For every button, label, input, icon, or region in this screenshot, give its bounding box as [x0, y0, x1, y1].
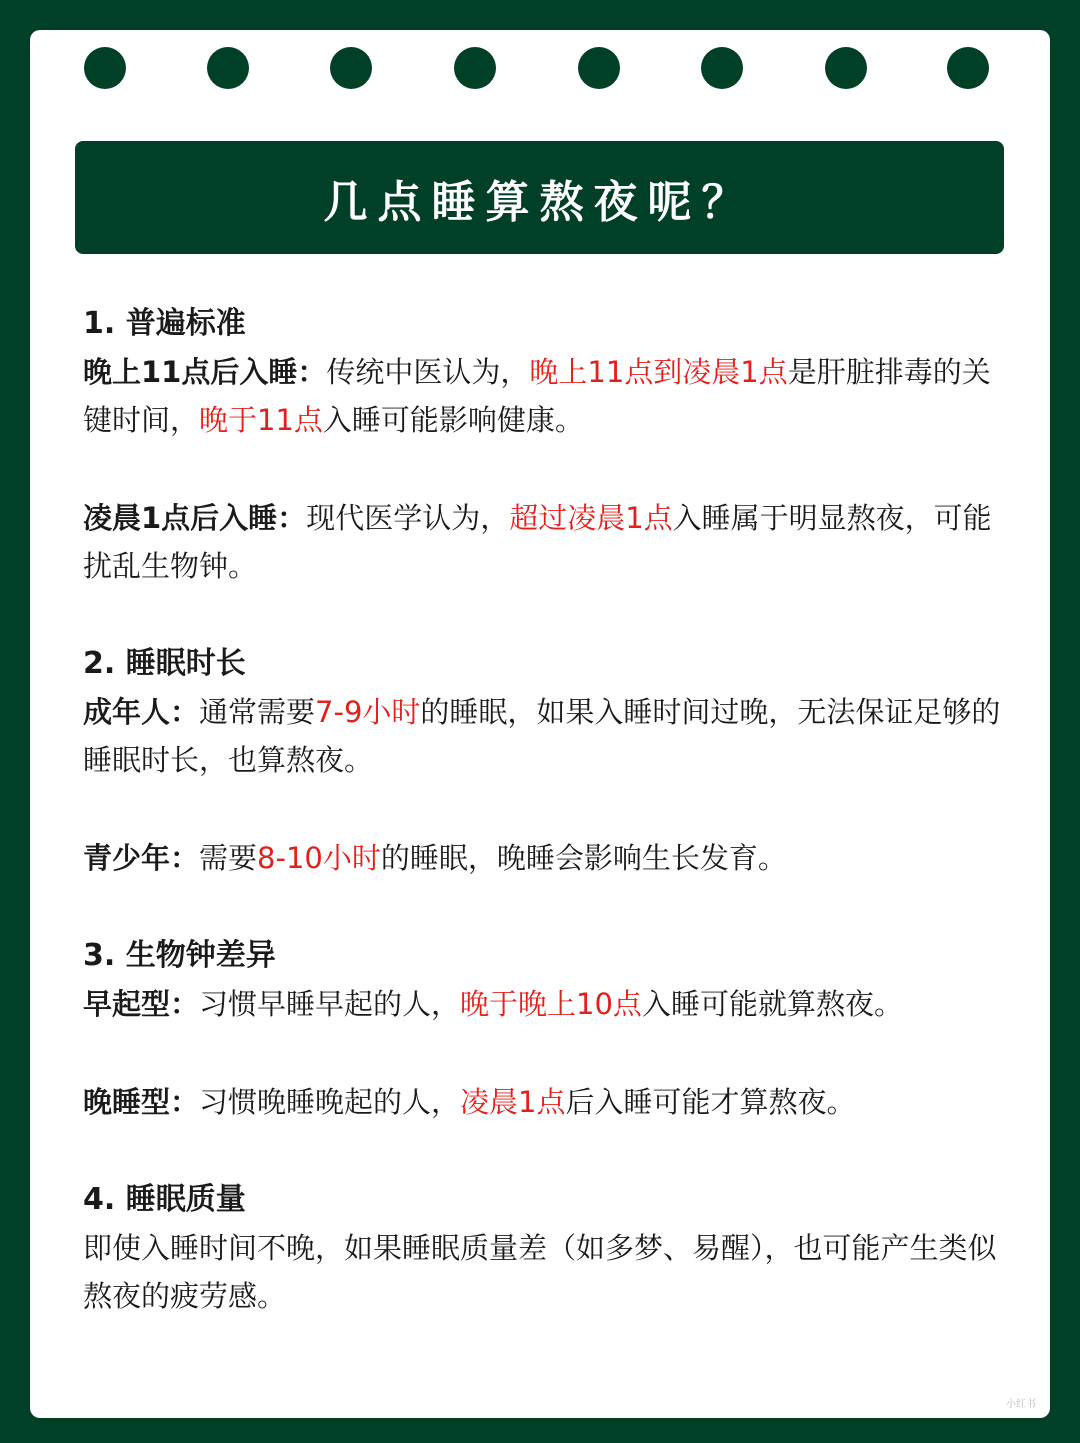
item-label: 晚上11点后入睡：	[83, 355, 327, 389]
binder-hole	[825, 47, 867, 89]
binder-hole	[330, 47, 372, 89]
item-text: 传统中医认为，	[326, 355, 530, 389]
highlight-text: 晚上11点到凌晨1点	[529, 355, 788, 389]
title-banner	[75, 141, 1004, 254]
item-text: 的睡眠，晚睡会影响生长发育。	[380, 841, 787, 875]
note-card	[30, 30, 1050, 1418]
highlight-text: 晚于11点	[199, 403, 323, 437]
section-item	[83, 1078, 1003, 1126]
item-text: 是肝脏排毒的关键时间，	[83, 355, 991, 437]
section-item	[83, 348, 1003, 444]
item-text: 入睡可能就算熬夜。	[641, 987, 903, 1021]
item-label: 成年人：	[83, 695, 200, 729]
section-item	[83, 688, 1003, 784]
highlight-text: 凌晨1点	[460, 1085, 566, 1119]
section-item	[83, 494, 1003, 590]
item-label: 青少年：	[83, 841, 200, 875]
binder-hole	[578, 47, 620, 89]
item-text: 通常需要	[199, 695, 316, 729]
item-text: 需要	[199, 841, 258, 875]
highlight-text: 7-9小时	[315, 695, 421, 729]
item-text: 后入睡可能才算熬夜。	[565, 1085, 856, 1119]
item-text: 的睡眠，如果入睡时间过晚，无法保证足够的睡眠时长，也算熬夜。	[83, 695, 1001, 777]
item-label: 早起型：	[83, 987, 200, 1021]
highlight-text: 超过凌晨1点	[509, 501, 673, 535]
page-title: 几点睡算熬夜呢？	[323, 176, 756, 228]
item-text: 入睡可能影响健康。	[322, 403, 584, 437]
section-text: 即使入睡时间不晚，如果睡眠质量差（如多梦、易醒），也可能产生类似熬夜的疲劳感。	[83, 1231, 997, 1313]
section-item	[83, 980, 1003, 1028]
watermark-logo: 小红书	[1006, 1399, 1036, 1410]
item-text: 习惯晚睡晚起的人，	[199, 1085, 461, 1119]
item-text: 入睡属于明显熬夜，可能扰乱生物钟。	[83, 501, 992, 583]
highlight-text: 晚于晚上10点	[460, 987, 642, 1021]
item-text: 习惯早睡早起的人，	[199, 987, 461, 1021]
section-item	[83, 834, 1003, 882]
highlight-text: 8-10小时	[257, 841, 381, 875]
binder-holes	[30, 30, 1050, 110]
binder-hole	[947, 47, 989, 89]
section-heading: 1. 普遍标准	[83, 306, 246, 341]
section-heading: 4. 睡眠质量	[83, 1182, 246, 1217]
section-heading: 2. 睡眠时长	[83, 646, 246, 681]
article-body	[83, 300, 1003, 1320]
binder-hole	[207, 47, 249, 89]
item-text: 现代医学认为，	[306, 501, 510, 535]
binder-hole	[701, 47, 743, 89]
section-heading: 3. 生物钟差异	[83, 938, 276, 973]
item-label: 晚睡型：	[83, 1085, 200, 1119]
binder-hole	[454, 47, 496, 89]
item-label: 凌晨1点后入睡：	[83, 501, 307, 535]
binder-hole	[84, 47, 126, 89]
